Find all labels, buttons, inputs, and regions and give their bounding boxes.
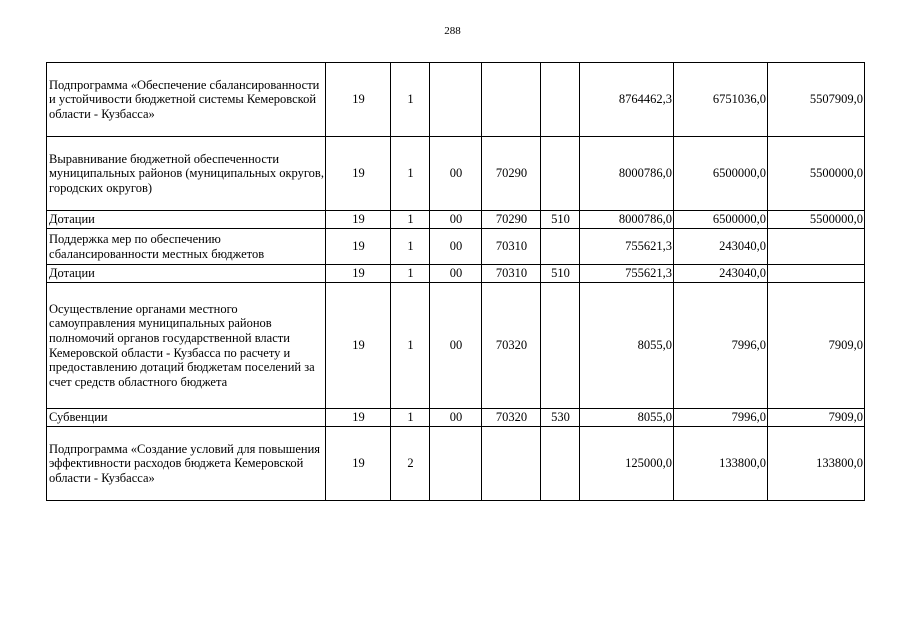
code-pr: 1 bbox=[391, 283, 430, 409]
code-pr: 2 bbox=[391, 427, 430, 501]
row-name: Выравнивание бюджетной обеспеченности муниципальных районов (муниципальных округов, городских округов) bbox=[47, 137, 326, 211]
code-vr bbox=[541, 283, 580, 409]
value-year-3: 7909,0 bbox=[768, 283, 865, 409]
value-year-2: 243040,0 bbox=[674, 229, 768, 265]
code-direction bbox=[482, 427, 541, 501]
code-gr: 19 bbox=[326, 137, 391, 211]
code-gr: 19 bbox=[326, 211, 391, 229]
code-gr: 19 bbox=[326, 229, 391, 265]
code-vr: 510 bbox=[541, 211, 580, 229]
table-row bbox=[47, 63, 865, 137]
code-pr: 1 bbox=[391, 409, 430, 427]
code-direction bbox=[482, 63, 541, 137]
code-pr: 1 bbox=[391, 211, 430, 229]
row-name: Субвенции bbox=[47, 409, 326, 427]
value-year-1: 125000,0 bbox=[580, 427, 674, 501]
code-gr: 19 bbox=[326, 427, 391, 501]
table-row bbox=[47, 137, 865, 211]
budget-table bbox=[46, 62, 865, 501]
row-name: Дотации bbox=[47, 211, 326, 229]
value-year-1: 755621,3 bbox=[580, 229, 674, 265]
value-year-3: 133800,0 bbox=[768, 427, 865, 501]
code-gr: 19 bbox=[326, 63, 391, 137]
code-item bbox=[430, 427, 482, 501]
code-item: 00 bbox=[430, 137, 482, 211]
code-direction: 70320 bbox=[482, 283, 541, 409]
table-row bbox=[47, 427, 865, 501]
code-gr: 19 bbox=[326, 409, 391, 427]
row-name: Осуществление органами местного самоуправления муниципальных районов полномочий органов государственной власти Кемеровской области - Кузбасса по расчету и предоставлению дотаций бюджетам поселений за счет средств областного бюджета bbox=[47, 283, 326, 409]
code-item: 00 bbox=[430, 283, 482, 409]
row-name: Подпрограмма «Обеспечение сбалансированности и устойчивости бюджетной системы Кемеровской области - Кузбасса» bbox=[47, 63, 326, 137]
value-year-2: 133800,0 bbox=[674, 427, 768, 501]
table-row bbox=[47, 409, 865, 427]
value-year-3 bbox=[768, 229, 865, 265]
row-name: Подпрограмма «Создание условий для повышения эффективности расходов бюджета Кемеровской области - Кузбасса» bbox=[47, 427, 326, 501]
row-name: Поддержка мер по обеспечению сбалансированности местных бюджетов bbox=[47, 229, 326, 265]
code-pr: 1 bbox=[391, 63, 430, 137]
code-direction: 70310 bbox=[482, 229, 541, 265]
value-year-1: 755621,3 bbox=[580, 265, 674, 283]
code-item: 00 bbox=[430, 409, 482, 427]
value-year-3: 7909,0 bbox=[768, 409, 865, 427]
value-year-2: 6751036,0 bbox=[674, 63, 768, 137]
value-year-2: 6500000,0 bbox=[674, 211, 768, 229]
code-vr bbox=[541, 427, 580, 501]
code-item bbox=[430, 63, 482, 137]
code-gr: 19 bbox=[326, 283, 391, 409]
code-vr bbox=[541, 229, 580, 265]
table-row bbox=[47, 229, 865, 265]
code-vr bbox=[541, 137, 580, 211]
page-number: 288 bbox=[444, 25, 461, 37]
code-pr: 1 bbox=[391, 265, 430, 283]
value-year-1: 8764462,3 bbox=[580, 63, 674, 137]
value-year-1: 8055,0 bbox=[580, 283, 674, 409]
code-direction: 70290 bbox=[482, 137, 541, 211]
value-year-3: 5500000,0 bbox=[768, 137, 865, 211]
value-year-1: 8000786,0 bbox=[580, 137, 674, 211]
code-item: 00 bbox=[430, 229, 482, 265]
code-gr: 19 bbox=[326, 265, 391, 283]
code-direction: 70320 bbox=[482, 409, 541, 427]
code-item: 00 bbox=[430, 211, 482, 229]
code-pr: 1 bbox=[391, 137, 430, 211]
table-row bbox=[47, 283, 865, 409]
table-row bbox=[47, 211, 865, 229]
code-vr: 510 bbox=[541, 265, 580, 283]
code-vr bbox=[541, 63, 580, 137]
value-year-2: 6500000,0 bbox=[674, 137, 768, 211]
row-name: Дотации bbox=[47, 265, 326, 283]
value-year-2: 7996,0 bbox=[674, 283, 768, 409]
value-year-2: 243040,0 bbox=[674, 265, 768, 283]
value-year-1: 8000786,0 bbox=[580, 211, 674, 229]
table-row bbox=[47, 265, 865, 283]
code-pr: 1 bbox=[391, 229, 430, 265]
value-year-3: 5507909,0 bbox=[768, 63, 865, 137]
code-direction: 70290 bbox=[482, 211, 541, 229]
value-year-2: 7996,0 bbox=[674, 409, 768, 427]
value-year-3: 5500000,0 bbox=[768, 211, 865, 229]
code-item: 00 bbox=[430, 265, 482, 283]
value-year-1: 8055,0 bbox=[580, 409, 674, 427]
value-year-3 bbox=[768, 265, 865, 283]
code-direction: 70310 bbox=[482, 265, 541, 283]
code-vr: 530 bbox=[541, 409, 580, 427]
